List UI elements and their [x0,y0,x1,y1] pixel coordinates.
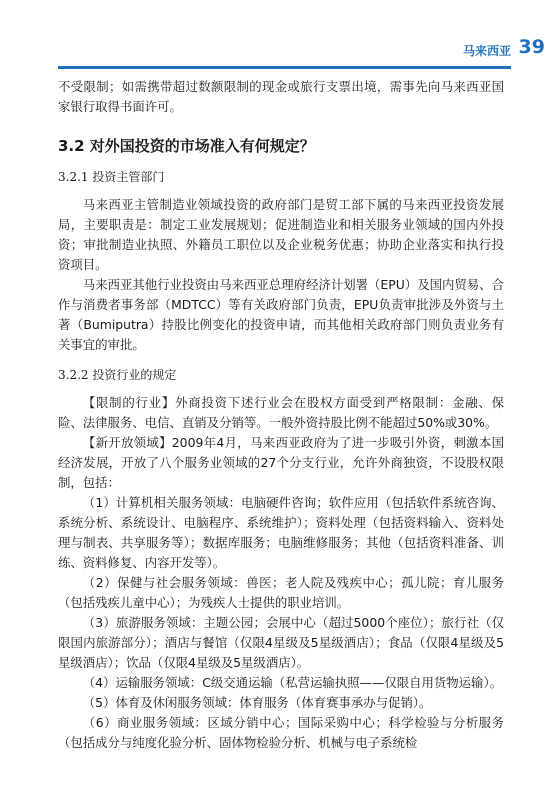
paragraph: 【新开放领域】2009年4月，马来西亚政府为了进一步吸引外资，刺激本国经济发展，开放了八个服务业领域的27个分支行业，允许外商独资，不设股权限制，包括： [58,435,504,490]
paragraph: 【限制的行业】外商投资下述行业会在股权方面受到严格限制：金融、保险、法律服务、电信、直销及分销等。一般外资持股比例不能超过50%或30%。 [58,395,504,430]
header-rule [58,66,511,69]
list-item: （3）旅游服务领域：主题公园；会展中心（超过5000个座位）；旅行社（仅限国内旅游部分）；酒店与餐馆（仅限4星级及5星级酒店）；食品（仅限4星级及5星级酒店）；饮品（仅限4星级及5星级酒店）。 [58,615,504,670]
subsection-heading-authorities: 3.2.1 投资主管部门 [58,170,165,184]
list-item: （4）运输服务领域：C级交通运输（私营运输执照——仅限自用货物运输）。 [82,675,503,690]
section-heading: 3.2 对外国投资的市场准入有何规定？ [58,137,315,155]
page-body [58,77,504,753]
list-item: （2）保健与社会服务领域：兽医；老人院及残疾中心；孤儿院；育儿服务（包括残疾儿童中心）；为残疾人士提供的职业培训。 [58,575,504,610]
paragraph: 马来西亚主管制造业领域投资的政府部门是贸工部下属的马来西亚投资发展局，主要职责是：制定工业发展规划；促进制造业和相关服务业领域的国内外投资；审批制造业执照、外籍员工职位以及企业税务优惠；协助企业落实和执行投资项目。 [58,197,504,272]
intro-continuation-paragraph: 不受限制；如需携带超过数额限制的现金或旅行支票出境，需事先向马来西亚国家银行取得书面许可。 [58,79,504,114]
page-number: 39 [518,36,545,58]
list-item: （5）体育及休闲服务领域：体育服务（体育赛事承办与促销）。 [82,695,432,710]
running-header-section: 马来西亚 [462,44,511,58]
list-item: （1）计算机相关服务领域：电脑硬件咨询；软件应用（包括软件系统咨询、系统分析、系统设计、电脑程序、系统维护）；资料处理（包括资料输入、资料处理与制表、共享服务等）；数据库服务；电脑维修服务；其他（包括资料准备、训练、资料修复、内容开发等）。 [58,495,504,570]
list-item: （6）商业服务领域：区域分销中心；国际采购中心；科学检验与分析服务（包括成分与纯度化验分析、固体物检验分析、机械与电子系统检 [58,715,504,750]
paragraph: 马来西亚其他行业投资由马来西亚总理府经济计划署（EPU）及国内贸易、合作与消费者事务部（MDTCC）等有关政府部门负责，EPU负责审批涉及外资与土著（Bumiputra）持股比例变化的投资申请，而其他相关政府部门则负责业务有关事宜的审批。 [58,277,504,352]
subsection-heading-industries: 3.2.2 投资行业的规定 [58,368,177,382]
